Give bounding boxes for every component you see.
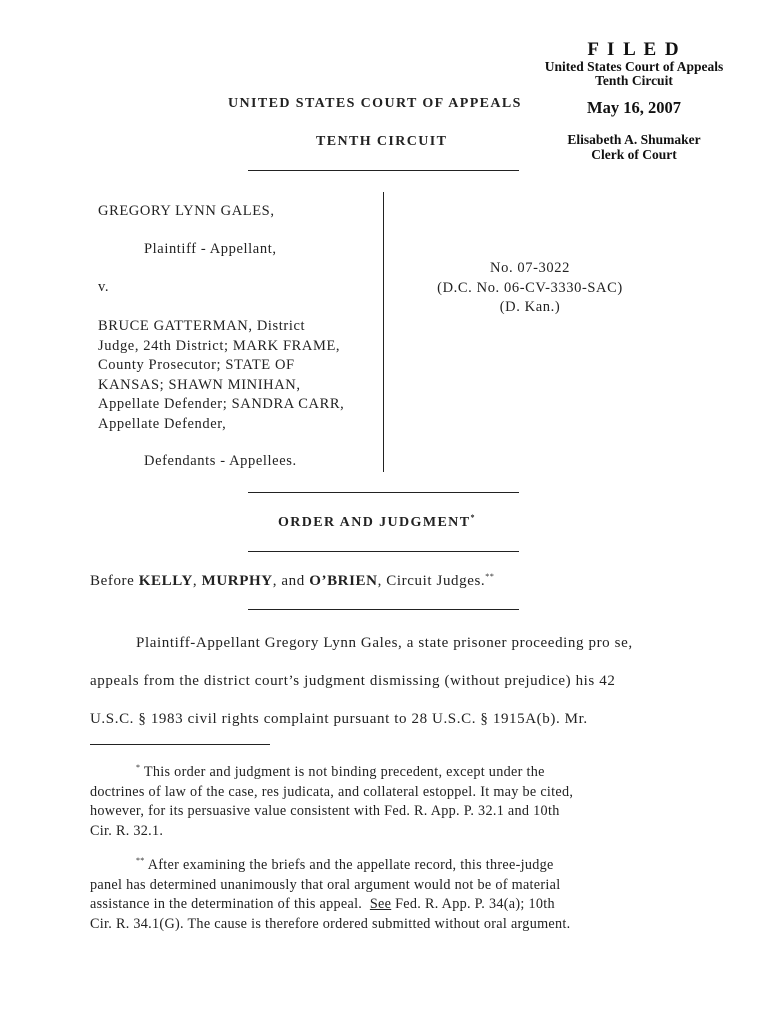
body-line: Plaintiff-Appellant Gregory Lynn Gales, a state prisoner proceeding pro se,	[136, 635, 633, 651]
clerk-title: Clerk of Court	[591, 147, 677, 162]
defendants-line: County Prosecutor; STATE OF	[98, 357, 295, 373]
clerk-name: Elisabeth A. Shumaker	[567, 132, 701, 147]
case-number: No. 07-3022	[490, 260, 570, 276]
judge-kelly: KELLY	[138, 573, 193, 589]
defendants-line: Judge, 24th District; MARK FRAME,	[98, 337, 341, 354]
footnote-line	[90, 895, 690, 915]
defendants-line: Appellate Defender,	[98, 415, 227, 432]
circuit-heading: TENTH CIRCUIT	[316, 134, 448, 149]
footnote-text: This order and judgment is not binding precedent, except under the	[143, 764, 545, 780]
footnote-text: assistance in the determination of this appeal.	[90, 896, 370, 912]
footnote-line	[90, 763, 690, 783]
dc-number: (D.C. No. 06-CV-3330-SAC)	[437, 279, 623, 296]
filed-title: F I L E D	[587, 39, 681, 60]
panel-sep: , and	[272, 573, 310, 589]
defendants-line: BRUCE GATTERMAN, District	[98, 318, 306, 334]
defendants-list	[98, 317, 344, 434]
court-heading: UNITED STATES COURT OF APPEALS	[228, 96, 522, 111]
panel-before: Before	[90, 573, 139, 589]
panel-rule	[248, 609, 519, 610]
heading-rule	[248, 170, 519, 171]
panel-suffix: , Circuit Judges.	[377, 573, 486, 589]
footnote-mark: *	[136, 763, 141, 772]
defendants-line: KANSAS; SHAWN MINIHAN,	[98, 376, 301, 393]
see-signal: See	[369, 896, 392, 912]
footnote-mark: **	[485, 572, 495, 581]
versus: v.	[98, 279, 110, 295]
footnote-line: Cir. R. 34.1(G). The cause is therefore ordered submitted without oral argument.	[90, 915, 571, 932]
defendants-line: Appellate Defender; SANDRA CARR,	[98, 396, 345, 412]
filed-date: May 16, 2007	[587, 98, 681, 117]
district: (D. Kan.)	[499, 299, 561, 315]
footnote-line	[90, 856, 690, 876]
case-number-block	[400, 259, 660, 318]
filed-stamp	[520, 40, 748, 162]
plaintiff-role: Plaintiff - Appellant,	[144, 241, 277, 257]
plaintiff-name: GREGORY LYNN GALES,	[98, 203, 275, 219]
caption-divider	[383, 192, 384, 472]
footnote-text: Fed. R. App. P. 34(a); 10th	[391, 896, 555, 912]
defendants-role: Defendants - Appellees.	[144, 453, 297, 469]
title-rule	[248, 551, 519, 552]
panel-line	[90, 572, 495, 592]
stamp-court: United States Court of Appeals	[544, 59, 724, 74]
footnote-2	[90, 856, 690, 934]
footnote-mark: *	[470, 513, 476, 522]
footnote-1	[90, 763, 690, 841]
panel-sep: ,	[192, 573, 202, 589]
footnote-separator	[90, 744, 270, 745]
body-line: appeals from the district court’s judgment dismissing (without prejudice) his 42	[90, 673, 616, 689]
footnote-line: however, for its persuasive value consistent with Fed. R. App. P. 32.1 and 10th	[90, 803, 560, 819]
body-line: U.S.C. § 1983 civil rights complaint pursuant to 28 U.S.C. § 1915A(b). Mr.	[90, 711, 588, 727]
order-title-text: ORDER AND JUDGMENT	[278, 515, 471, 530]
judge-obrien: O’BRIEN	[309, 573, 378, 589]
order-title	[278, 515, 476, 531]
caption-rule	[248, 492, 519, 493]
footnote-line: panel has determined unanimously that oral argument would not be of material	[90, 876, 561, 893]
footnote-line: doctrines of law of the case, res judicata, and collateral estoppel. It may be cited,	[90, 783, 574, 800]
footnote-line: Cir. R. 32.1.	[90, 822, 164, 839]
stamp-circuit: Tenth Circuit	[595, 73, 673, 88]
judge-murphy: MURPHY	[201, 573, 273, 589]
footnote-text: After examining the briefs and the appellate record, this three-judge	[147, 857, 554, 873]
footnote-mark: **	[136, 856, 145, 865]
